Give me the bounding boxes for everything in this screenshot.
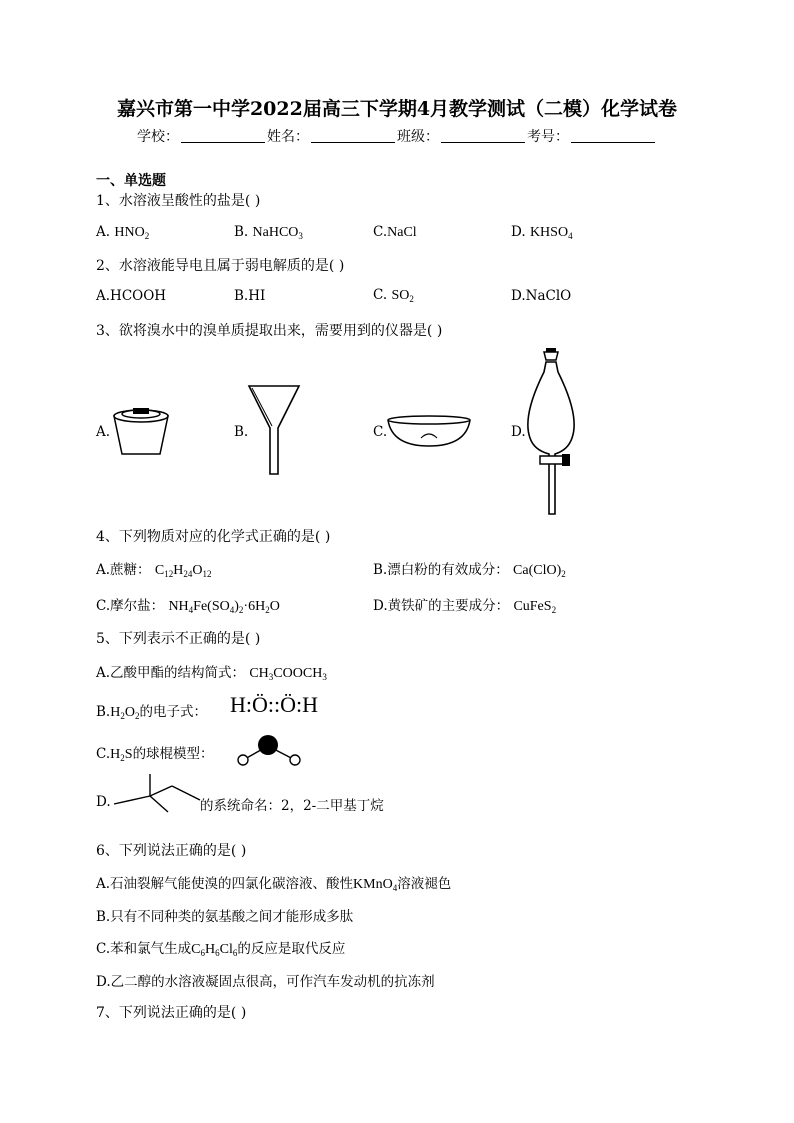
evaporating-dish-icon — [386, 414, 472, 450]
crucible-icon — [110, 400, 170, 460]
q4-a-formula — [155, 563, 212, 578]
q6-a-f1: KMnO — [353, 877, 393, 892]
q5-option-c[interactable] — [96, 742, 214, 763]
q5-option-d-label[interactable]: D. — [96, 794, 111, 810]
skeletal-formula-icon — [110, 770, 202, 816]
q5-option-b[interactable] — [96, 700, 207, 721]
q5-c-f1: H — [110, 747, 121, 762]
q4-a-s3: 12 — [202, 569, 212, 579]
q1-d-f: KHSO — [529, 225, 569, 240]
q6-a-post: 溶液褪色 — [397, 876, 452, 892]
q6-stem: 6、下列说法正确的是( ) — [96, 843, 247, 859]
q6-c-f1: C — [191, 942, 201, 957]
school-label: 学校： — [137, 129, 179, 145]
q2-option-b[interactable]: B.HI — [234, 288, 266, 304]
q4-d-label: D.黄铁矿的主要成分： — [373, 598, 510, 614]
q3-option-a[interactable]: A. — [96, 424, 111, 440]
q6-option-a[interactable] — [96, 872, 451, 893]
q1-d-label: D. — [511, 224, 526, 240]
q3-option-c[interactable]: C. — [373, 424, 388, 440]
q5-d-text: 的系统命名：2，2-二甲基丁烷 — [200, 798, 384, 814]
q3-option-b[interactable]: B. — [234, 424, 249, 440]
q1-b-f: NaHCO — [252, 225, 299, 240]
q4-c-s2: 4 — [229, 605, 235, 615]
q4-b-f1: Ca(ClO) — [513, 563, 562, 578]
class-label: 班级： — [397, 129, 439, 145]
q2-option-d[interactable]: D.NaClO — [511, 288, 572, 304]
q5-a-label: A.乙酸甲酯的结构简式： — [96, 665, 246, 681]
q2-c-f: SO — [391, 288, 410, 303]
q4-d-s1: 2 — [551, 605, 557, 615]
q3-stem: 3、欲将溴水中的溴单质提取出来，需要用到的仪器是( ) — [96, 323, 443, 339]
q1-d-sub: 4 — [568, 231, 573, 241]
q4-option-c[interactable] — [96, 594, 280, 615]
number-label: 考号： — [527, 129, 569, 145]
q4-d-formula — [513, 599, 556, 614]
q5-a-s2: 3 — [322, 672, 327, 682]
q5-a-formula — [249, 666, 326, 681]
q1-d-formula — [530, 225, 573, 240]
q6-a-formula — [353, 877, 397, 892]
q2-option-c[interactable] — [373, 287, 414, 304]
funnel-icon — [248, 384, 300, 476]
q6-c-pre: C.苯和氯气生成 — [96, 941, 192, 957]
q1-b-label: B. — [234, 224, 249, 240]
q1-a-label: A. — [96, 224, 111, 240]
q4-a-label: A.蔗糖： — [96, 562, 151, 578]
q5-c-formula — [110, 747, 132, 762]
q1-a-f: HNO — [114, 225, 145, 240]
q4-c-formula — [168, 599, 279, 614]
q5-option-a[interactable] — [96, 661, 327, 682]
q2-c-formula — [391, 288, 413, 303]
q1-c-formula: NaCl — [387, 225, 417, 240]
q2-stem: 2、水溶液能导电且属于弱电解质的是( ) — [96, 258, 345, 274]
q5-b-label: B. — [96, 704, 111, 720]
q4-c-label: C.摩尔盐： — [96, 598, 165, 614]
q4-a-f2: H — [173, 563, 184, 578]
exam-title: 嘉兴市第一中学2022届高三下学期4月教学测试（二模）化学试卷 — [116, 98, 678, 120]
q6-c-f3: Cl — [219, 942, 233, 957]
q4-option-b[interactable] — [373, 558, 566, 579]
q2-c-sub: 2 — [409, 294, 414, 304]
q3-option-d[interactable]: D. — [511, 424, 526, 440]
student-info-line — [0, 126, 794, 146]
school-blank[interactable] — [181, 128, 265, 143]
ball-stick-model-icon — [234, 734, 304, 768]
q1-stem: 1、水溶液呈酸性的盐是( ) — [96, 193, 261, 209]
q4-c-f1: NH — [168, 599, 189, 614]
q5-b-f1: H — [110, 705, 121, 720]
q5-b-s1: 2 — [120, 711, 125, 721]
q5-a-s1: 3 — [268, 672, 274, 682]
q6-a-pre: A.石油裂解气能使溴的四氯化碳溶液、酸性 — [96, 876, 354, 892]
q4-c-s4: 2 — [265, 605, 270, 615]
q4-c-s3: 2 — [238, 605, 244, 615]
q6-c-formula — [191, 942, 237, 957]
name-label: 姓名： — [267, 129, 309, 145]
q5-c-text: 的球棍模型： — [132, 746, 214, 762]
class-blank[interactable] — [441, 128, 525, 143]
q4-b-formula — [513, 563, 566, 578]
q1-option-d[interactable] — [511, 224, 573, 241]
q4-c-f5: O — [269, 599, 280, 614]
q6-c-s2: 6 — [215, 948, 220, 958]
q6-c-s3: 6 — [232, 948, 238, 958]
q7-stem: 7、下列说法正确的是( ) — [96, 1005, 247, 1021]
q1-a-formula — [114, 225, 149, 240]
q5-stem: 5、下列表示不正确的是( ) — [96, 631, 261, 647]
h2o2-lewis-structure: H:Ö::Ö:H — [230, 692, 318, 717]
q4-a-f3: O — [192, 563, 203, 578]
q2-option-a[interactable]: A.HCOOH — [96, 288, 167, 304]
q1-option-c[interactable] — [373, 224, 417, 241]
q1-option-a[interactable] — [96, 224, 149, 241]
q4-c-s1: 4 — [188, 605, 194, 615]
q4-c-f4: ·6H — [243, 599, 266, 614]
q5-b-s2: 2 — [134, 711, 140, 721]
q6-c-f2: H — [204, 942, 216, 957]
q6-option-b[interactable]: B.只有不同种类的氨基酸之间才能形成多肽 — [96, 909, 354, 925]
q1-a-sub: 2 — [144, 231, 150, 241]
q4-b-s1: 2 — [561, 569, 566, 579]
q5-c-s1: 2 — [120, 753, 125, 763]
number-blank[interactable] — [571, 128, 655, 143]
q1-b-formula — [253, 225, 303, 240]
q4-c-f3: ) — [234, 599, 239, 614]
q5-b-f2: O — [124, 705, 135, 720]
q1-b-sub: 3 — [298, 231, 303, 241]
q4-a-s2: 24 — [183, 569, 193, 579]
q5-b-text: 的电子式： — [139, 704, 207, 720]
q4-stem: 4、下列物质对应的化学式正确的是( ) — [96, 529, 331, 545]
q5-b-formula — [110, 705, 139, 720]
q6-option-c[interactable] — [96, 937, 345, 958]
q6-option-d[interactable]: D.乙二醇的水溶液凝固点很高，可作汽车发动机的抗冻剂 — [96, 974, 435, 990]
q4-a-s1: 12 — [164, 569, 174, 579]
name-blank[interactable] — [311, 128, 395, 143]
q4-option-d[interactable] — [373, 594, 556, 615]
q4-c-f2: Fe(SO — [193, 599, 230, 614]
separatory-funnel-icon — [522, 346, 582, 514]
q5-c-f2: S — [124, 747, 133, 762]
q4-d-f1: CuFeS — [513, 599, 552, 614]
q6-c-post: 的反应是取代反应 — [237, 941, 346, 957]
q2-c-label: C. — [373, 287, 388, 303]
q5-a-f2: COOCH — [273, 666, 323, 681]
section-title: 一、单选题 — [96, 173, 166, 189]
q6-a-s1: 4 — [392, 883, 398, 893]
q4-b-label: B.漂白粉的有效成分： — [373, 562, 509, 578]
q6-c-s1: 6 — [200, 948, 205, 958]
q5-c-label: C. — [96, 746, 111, 762]
q4-option-a[interactable] — [96, 558, 211, 579]
q1-option-b[interactable] — [234, 224, 303, 241]
q5-a-f1: CH — [249, 666, 269, 681]
q1-c-label: C. — [373, 224, 388, 240]
q4-a-f1: C — [154, 563, 165, 578]
